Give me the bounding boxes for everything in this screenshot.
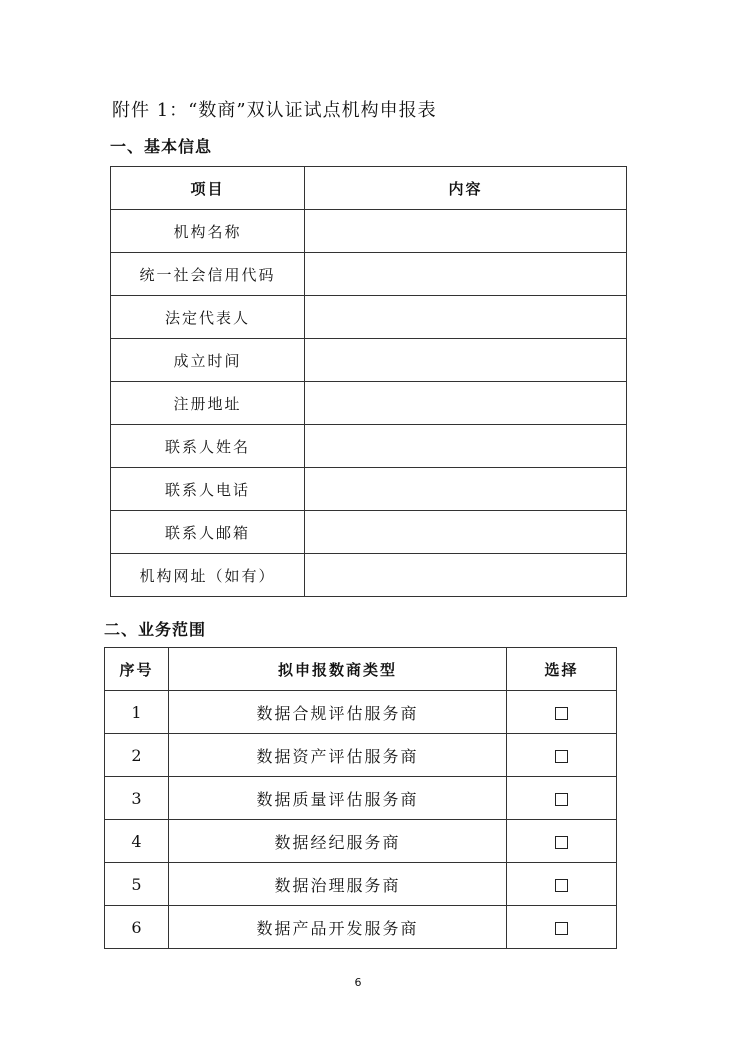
row-label: 机构网址（如有）: [111, 554, 305, 597]
row-number: 4: [105, 820, 169, 863]
row-type: 数据合规评估服务商: [169, 691, 507, 734]
header-type: 拟申报数商类型: [169, 648, 507, 691]
select-checkbox[interactable]: [555, 707, 568, 720]
section-basic-info-heading: 一、基本信息: [110, 137, 213, 156]
table-row: [111, 253, 627, 296]
page-number: 6: [354, 976, 362, 989]
table-header-row: [105, 648, 617, 691]
row-value-field[interactable]: [305, 468, 627, 511]
row-value-field[interactable]: [305, 210, 627, 253]
header-select: 选择: [507, 648, 617, 691]
row-type: 数据资产评估服务商: [169, 734, 507, 777]
select-cell: [507, 734, 617, 777]
row-type: 数据经纪服务商: [169, 820, 507, 863]
row-value-field[interactable]: [305, 554, 627, 597]
row-label: 联系人电话: [111, 468, 305, 511]
select-cell: [507, 863, 617, 906]
table-row: [105, 734, 617, 777]
row-value-field[interactable]: [305, 253, 627, 296]
row-label: 注册地址: [111, 382, 305, 425]
select-checkbox[interactable]: [555, 879, 568, 892]
table-row: [111, 339, 627, 382]
select-cell: [507, 777, 617, 820]
table-row: [111, 210, 627, 253]
row-label: 联系人姓名: [111, 425, 305, 468]
business-scope-table: [104, 647, 617, 949]
select-cell: [507, 906, 617, 949]
row-label: 法定代表人: [111, 296, 305, 339]
row-label: 机构名称: [111, 210, 305, 253]
row-number: 3: [105, 777, 169, 820]
table-row: [111, 554, 627, 597]
table-row: [105, 906, 617, 949]
row-type: 数据质量评估服务商: [169, 777, 507, 820]
table-row: [111, 511, 627, 554]
select-checkbox[interactable]: [555, 793, 568, 806]
select-checkbox[interactable]: [555, 836, 568, 849]
row-label: 统一社会信用代码: [111, 253, 305, 296]
row-number: 1: [105, 691, 169, 734]
row-number: 6: [105, 906, 169, 949]
select-checkbox[interactable]: [555, 922, 568, 935]
row-value-field[interactable]: [305, 382, 627, 425]
table-row: [105, 777, 617, 820]
row-label: 成立时间: [111, 339, 305, 382]
row-number: 2: [105, 734, 169, 777]
header-item: 项目: [111, 167, 305, 210]
header-content: 内容: [305, 167, 627, 210]
table-row: [111, 382, 627, 425]
section-business-scope-heading: 二、业务范围: [104, 620, 207, 639]
table-row: [105, 820, 617, 863]
select-cell: [507, 820, 617, 863]
table-row: [111, 296, 627, 339]
row-number: 5: [105, 863, 169, 906]
row-value-field[interactable]: [305, 425, 627, 468]
header-no: 序号: [105, 648, 169, 691]
select-checkbox[interactable]: [555, 750, 568, 763]
table-header-row: [111, 167, 627, 210]
row-label: 联系人邮箱: [111, 511, 305, 554]
table-row: [111, 425, 627, 468]
table-row: [111, 468, 627, 511]
basic-info-table: [110, 166, 627, 597]
row-type: 数据治理服务商: [169, 863, 507, 906]
table-row: [105, 863, 617, 906]
document-title: 附件 1：“数商”双认证试点机构申报表: [112, 100, 437, 121]
select-cell: [507, 691, 617, 734]
row-type: 数据产品开发服务商: [169, 906, 507, 949]
row-value-field[interactable]: [305, 511, 627, 554]
row-value-field[interactable]: [305, 339, 627, 382]
row-value-field[interactable]: [305, 296, 627, 339]
table-row: [105, 691, 617, 734]
